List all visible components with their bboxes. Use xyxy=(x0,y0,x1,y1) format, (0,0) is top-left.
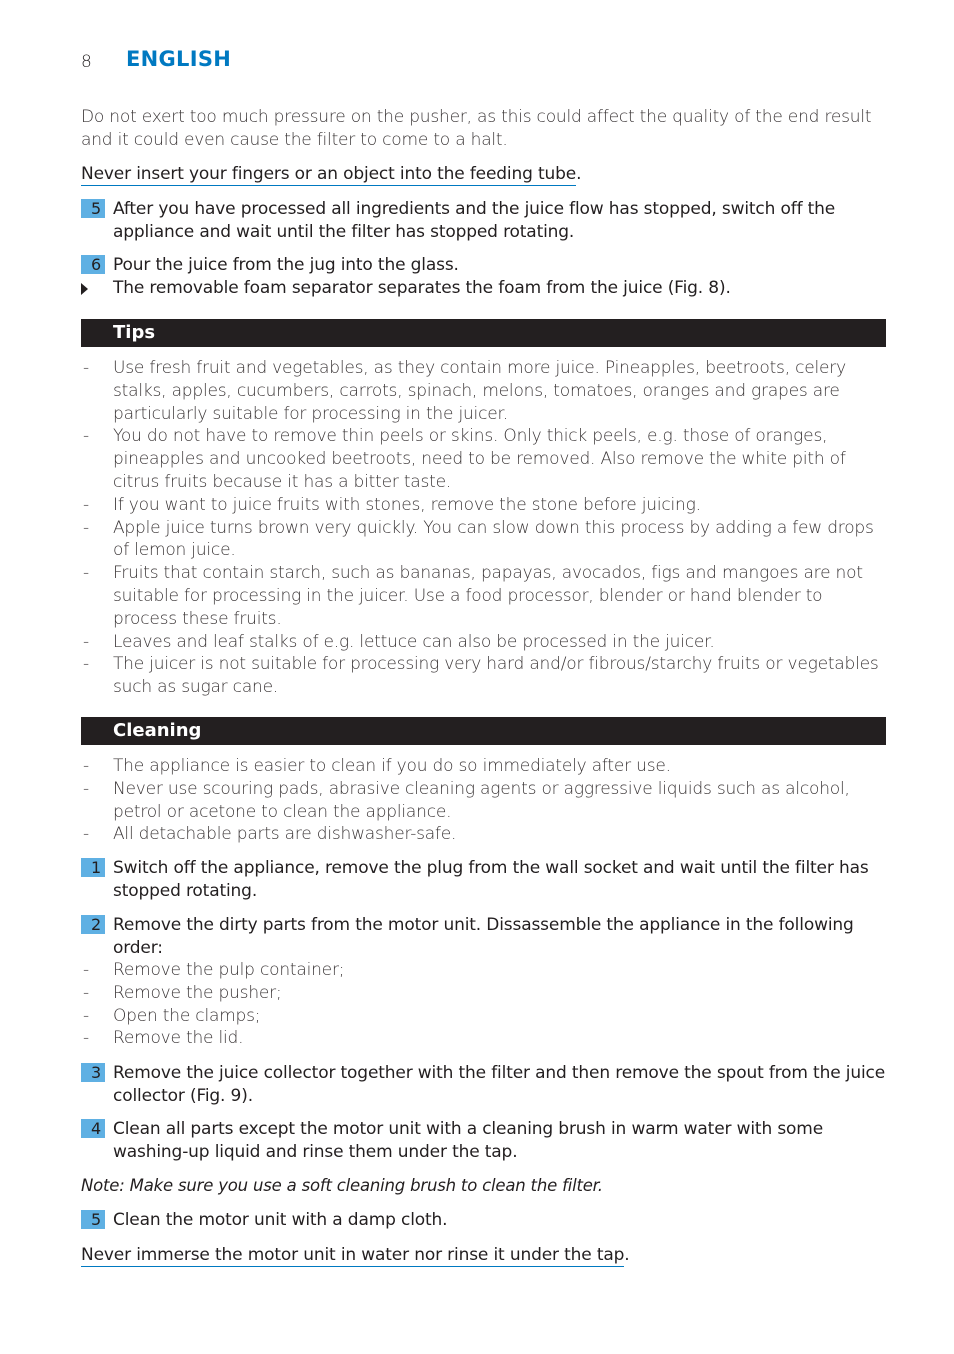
immerse-warning xyxy=(81,1244,886,1267)
list-item: - All detachable parts are dishwasher-safe. xyxy=(83,824,457,845)
tips-heading-bar xyxy=(81,319,886,347)
step-text: Remove the dirty parts from the motor unit. Dissassemble the appliance in the following order: xyxy=(113,915,854,958)
list-item: - Remove the pusher; xyxy=(83,982,282,1003)
list-item: - You do not have to remove thin peels or skins. Only thick peels, e.g. those of oranges, pineapples and uncooked beetroots, need to be removed. Also remove the white pith of citrus fruits because it has a bitter taste. xyxy=(83,426,846,492)
step-number-badge: 6 xyxy=(81,255,105,274)
disassembly-list xyxy=(81,959,886,1050)
tips-list xyxy=(81,357,886,699)
warning-period: . xyxy=(576,164,582,184)
list-item: - Never use scouring pads, abrasive cleaning agents or aggressive liquids such as alcohol, petrol or acetone to clean the appliance. xyxy=(83,778,850,822)
list-item: - If you want to juice fruits with stones, remove the stone before juicing. xyxy=(83,494,701,515)
warning-text: Never insert your fingers or an object into the feeding tube xyxy=(81,164,577,184)
brush-note: Note: Make sure you use a soft cleaning brush to clean the filter. xyxy=(81,1176,603,1195)
warning-text: Never immerse the motor unit in water nor rinse it under the tap xyxy=(81,1245,625,1265)
cleaning-notes-list xyxy=(81,755,886,846)
step-number-badge: 1 xyxy=(81,858,105,877)
pusher-paragraph: Do not exert too much pressure on the pusher, as this could affect the quality of the end result and it could even cause the filter to come to a halt. xyxy=(81,107,872,150)
result-arrow-icon xyxy=(81,283,88,295)
step-number-badge: 2 xyxy=(81,915,105,934)
list-item: - Apple juice turns brown very quickly. You can slow down this process by adding a few drops of lemon juice. xyxy=(83,517,874,561)
list-item: - The juicer is not suitable for processing very hard and/or fibrous/starchy fruits or vegetables such as sugar cane. xyxy=(83,654,879,698)
step-text: Clean the motor unit with a damp cloth. xyxy=(113,1210,448,1230)
language-heading: ENGLISH xyxy=(126,47,232,71)
result-text: The removable foam separator separates the foam from the juice (Fig. 8). xyxy=(113,278,731,298)
step-number-badge: 3 xyxy=(81,1063,105,1082)
step-text: Remove the juice collector together with the filter and then remove the spout from the juice collector (Fig. 9). xyxy=(113,1063,886,1106)
step-text: Clean all parts except the motor unit with a cleaning brush in warm water with some washing-up liquid and rinse them under the tap. xyxy=(113,1119,824,1162)
step-number-badge: 5 xyxy=(81,199,105,218)
cleaning-heading-bar xyxy=(81,717,886,745)
cleaning-heading: Cleaning xyxy=(113,720,202,741)
step-number-badge: 5 xyxy=(81,1210,105,1229)
list-item: - Fruits that contain starch, such as bananas, papayas, avocados, figs and mangoes are not suitable for processing in the juicer. Use a food processor, blender or hand blender to process these fruits. xyxy=(83,563,863,629)
step-text: Pour the juice from the jug into the glass. xyxy=(113,255,459,275)
list-item: - Leaves and leaf stalks of e.g. lettuce can also be processed in the juicer. xyxy=(83,631,715,652)
list-item: - Use fresh fruit and vegetables, as they contain more juice. Pineapples, beetroots, celery stalks, apples, cucumbers, carrots, spinach, melons, tomatoes, oranges and grapes are particularly suitable for processing in the juicer. xyxy=(83,358,846,424)
step-text: After you have processed all ingredients and the juice flow has stopped, switch off the appliance and wait until the filter has stopped rotating. xyxy=(113,199,836,242)
list-item: - Remove the pulp container; xyxy=(83,960,345,980)
step-number-badge: 4 xyxy=(81,1119,105,1138)
warning-period: . xyxy=(624,1245,630,1265)
list-item: - Open the clamps; xyxy=(83,1005,261,1026)
feeding-tube-warning xyxy=(81,163,886,186)
page-number: 8 xyxy=(81,52,92,72)
list-item: - Remove the lid. xyxy=(83,1028,244,1049)
tips-heading: Tips xyxy=(113,322,156,343)
list-item: - The appliance is easier to clean if you do so immediately after use. xyxy=(83,756,671,776)
step-text: Switch off the appliance, remove the plug from the wall socket and wait until the filter has stopped rotating. xyxy=(113,858,869,901)
